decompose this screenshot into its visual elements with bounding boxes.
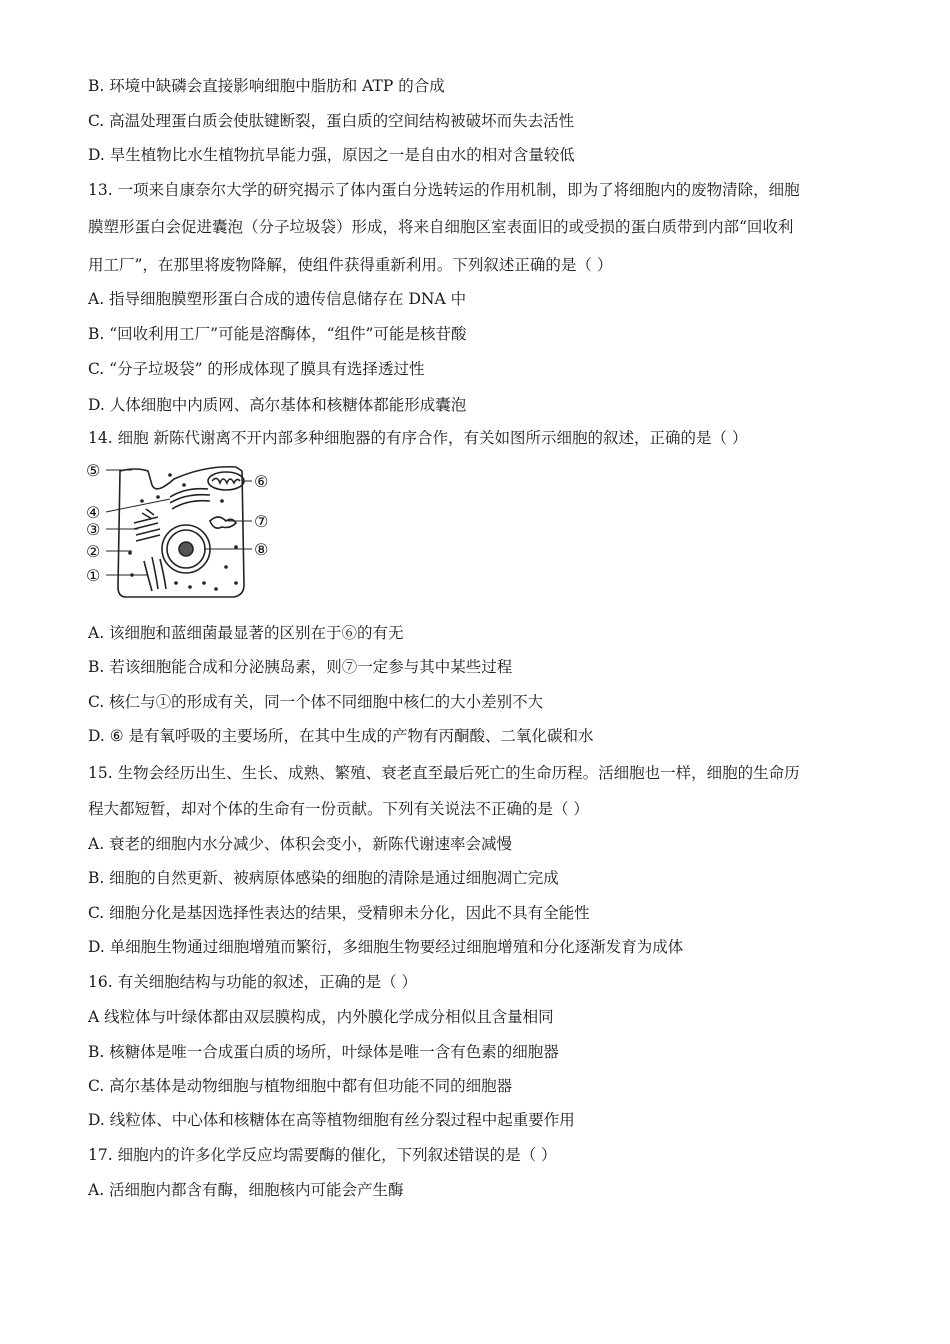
label-2: ② [86,542,101,561]
q12-option-b: B. 环境中缺磷会直接影响细胞中脂肪和 ATP 的合成 [88,77,445,95]
q14-option-b: B. 若该细胞能合成和分泌胰岛素，则⑦一定参与其中某些过程 [88,658,513,676]
q13-option-a: A. 指导细胞膜塑形蛋白合成的遗传信息储存在 DNA 中 [88,290,467,308]
q15-option-d: D. 单细胞生物通过细胞增殖而繁衍，多细胞生物要经过细胞增殖和分化逐渐发育为成体 [88,938,684,956]
label-1: ① [86,566,101,585]
q15-option-b: B. 细胞的自然更新、被病原体感染的细胞的清除是通过细胞凋亡完成 [88,869,559,887]
q12-option-d: D. 旱生植物比水生植物抗旱能力强，原因之一是自由水的相对含量较低 [88,146,575,164]
q16-option-a: A 线粒体与叶绿体都由双层膜构成，内外膜化学成分相似且含量相同 [88,1008,554,1026]
q15-option-c: C. 细胞分化是基因选择性表达的结果，受精卵未分化，因此不具有全能性 [88,904,590,922]
q17-stem: 17. 细胞内的许多化学反应均需要酶的催化，下列叙述错误的是（ ） [88,1146,557,1164]
cell-diagram [86,457,272,607]
q15-option-a: A. 衰老的细胞内水分减少、体积会变小，新陈代谢速率会减慢 [88,835,513,853]
q16-option-d: D. 线粒体、中心体和核糖体在高等植物细胞有丝分裂过程中起重要作用 [88,1111,575,1129]
q15-stem-line2: 程大都短暂，却对个体的生命有一份贡献。下列有关说法不正确的是（ ） [88,800,589,818]
q13-stem-line1: 13. 一项来自康奈尔大学的研究揭示了体内蛋白分选转运的作用机制，即为了将细胞内的废物清除，细胞 [88,181,800,199]
q14-option-c: C. 核仁与①的形成有关，同一个体不同细胞中核仁的大小差别不大 [88,693,544,711]
q15-stem-line1: 15. 生物会经历出生、生长、成熟、繁殖、衰老直至最后死亡的生命历程。活细胞也一样，细胞的生命历 [88,764,800,782]
label-3: ③ [86,520,101,539]
q17-option-a: A. 活细胞内都含有酶，细胞核内可能会产生酶 [88,1181,404,1199]
q13-option-c: C. “分子垃圾袋” 的形成体现了膜具有选择透过性 [88,360,425,378]
q14-option-d: D. ⑥ 是有氧呼吸的主要场所，在其中生成的产物有丙酮酸、二氧化碳和水 [88,727,594,745]
q13-option-d: D. 人体细胞中内质网、高尔基体和核糖体都能形成囊泡 [88,396,467,414]
label-4: ④ [86,503,101,522]
label-7: ⑦ [254,512,269,531]
q16-stem: 16. 有关细胞结构与功能的叙述，正确的是（ ） [88,973,418,991]
label-8: ⑧ [254,540,269,559]
q16-option-c: C. 高尔基体是动物细胞与植物细胞中都有但功能不同的细胞器 [88,1077,513,1095]
q16-option-b: B. 核糖体是唯一合成蛋白质的场所，叶绿体是唯一含有色素的细胞器 [88,1043,559,1061]
q12-option-c: C. 高温处理蛋白质会使肽键断裂，蛋白质的空间结构被破坏而失去活性 [88,112,575,130]
label-6: ⑥ [254,472,269,491]
q13-option-b: B. “回收利用工厂”可能是溶酶体，“组件”可能是核苷酸 [88,325,467,343]
label-5: ⑤ [86,461,101,480]
q14-stem: 14. 细胞 新陈代谢离不开内部多种细胞器的有序合作，有关如图所示细胞的叙述，正确的是（ ） [88,429,748,447]
q14-option-a: A. 该细胞和蓝细菌最显著的区别在于⑥的有无 [88,624,404,642]
q13-stem-line3: 用工厂”，在那里将废物降解，使组件获得重新利用。下列叙述正确的是（ ） [88,256,613,274]
q13-stem-line2: 膜塑形蛋白会促进囊泡（分子垃圾袋）形成，将来自细胞区室表面旧的或受损的蛋白质带到内部“回收利 [88,218,794,236]
